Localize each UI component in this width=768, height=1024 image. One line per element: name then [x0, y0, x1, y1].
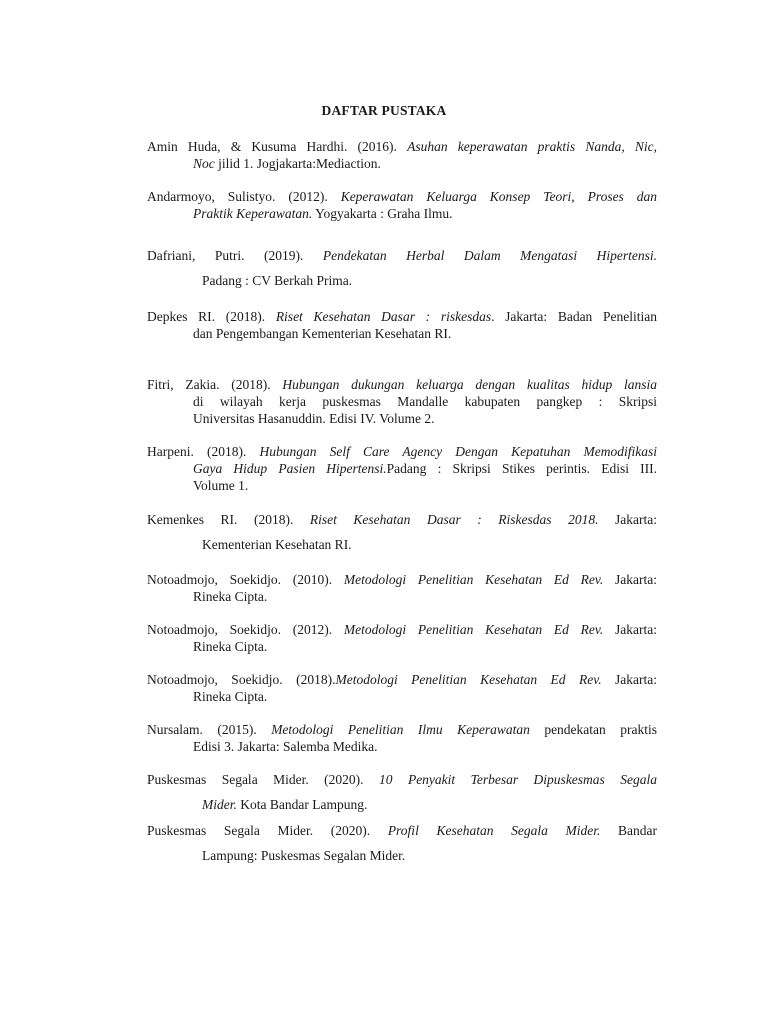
- reference-first-line: Nursalam. (2015). Metodologi Penelitian Ilmu Keperawatan pendekatan praktis: [147, 722, 658, 737]
- reference-continuation: Edisi 3. Jakarta: Salemba Medika.: [193, 739, 378, 754]
- reference-first-line: Kemenkes RI. (2018). Riset Kesehatan Dasar : Riskesdas 2018. Jakarta:: [147, 512, 657, 527]
- reference-entry: [147, 671, 657, 705]
- reference-first-line: Harpeni. (2018). Hubungan Self Care Agency Dengan Kepatuhan Memodifikasi: [147, 444, 657, 459]
- reference-first-line: Notoadmojo, Soekidjo. (2010). Metodologi Penelitian Kesehatan Ed Rev. Jakarta:: [147, 572, 657, 587]
- reference-first-line: Dafriani, Putri. (2019). Pendekatan Herbal Dalam Mengatasi Hipertensi.: [147, 248, 657, 263]
- reference-entry: [147, 308, 657, 342]
- reference-continuation: Kementerian Kesehatan RI.: [202, 537, 352, 552]
- reference-continuation: Universitas Hasanuddin. Edisi IV. Volume 2.: [193, 411, 435, 426]
- reference-entry: [147, 138, 657, 172]
- reference-entry: [147, 443, 657, 494]
- reference-first-line: Andarmoyo, Sulistyo. (2012). Keperawatan Keluarga Konsep Teori, Proses dan: [147, 189, 658, 204]
- reference-entry: [147, 511, 657, 553]
- reference-first-line: Puskesmas Segala Mider. (2020). 10 Penyakit Terbesar Dipuskesmas Segala: [147, 772, 657, 787]
- reference-continuation: Rineka Cipta.: [193, 689, 268, 704]
- reference-first-line: Amin Huda, & Kusuma Hardhi. (2016). Asuhan keperawatan praktis Nanda, Nic,: [147, 139, 657, 154]
- reference-first-line: Notoadmojo, Soekidjo. (2012). Metodologi Penelitian Kesehatan Ed Rev. Jakarta:: [147, 622, 657, 637]
- reference-entry: [147, 376, 657, 427]
- reference-entry: [147, 247, 657, 289]
- reference-continuation: Rineka Cipta.: [193, 639, 268, 654]
- reference-entry: [147, 188, 657, 222]
- reference-continuation: di wilayah kerja puskesmas Mandalle kabupaten pangkep : Skripsi: [193, 394, 657, 409]
- page-title: DAFTAR PUSTAKA: [321, 103, 447, 118]
- reference-first-line: Notoadmojo, Soekidjo. (2018).Metodologi Penelitian Kesehatan Ed Rev. Jakarta:: [147, 672, 657, 687]
- reference-entry: [147, 771, 657, 813]
- reference-continuation: Mider. Kota Bandar Lampung.: [202, 797, 368, 812]
- reference-entry: [147, 822, 657, 864]
- reference-first-line: Depkes RI. (2018). Riset Kesehatan Dasar : riskesdas. Jakarta: Badan Penelitian: [147, 309, 657, 324]
- reference-continuation: Rineka Cipta.: [193, 589, 268, 604]
- reference-entry: [147, 621, 657, 655]
- reference-first-line: Puskesmas Segala Mider. (2020). Profil Kesehatan Segala Mider. Bandar: [147, 823, 657, 838]
- reference-continuation: dan Pengembangan Kementerian Kesehatan RI.: [193, 326, 452, 341]
- reference-entry: [147, 571, 657, 605]
- reference-continuation: Gaya Hidup Pasien Hipertensi.Padang : Skripsi Stikes perintis. Edisi III.: [193, 461, 657, 476]
- reference-continuation: Volume 1.: [193, 478, 249, 493]
- reference-continuation: Lampung: Puskesmas Segalan Mider.: [202, 848, 406, 863]
- reference-entry: [147, 721, 657, 755]
- reference-continuation: Noc jilid 1. Jogjakarta:Mediaction.: [193, 156, 381, 171]
- reference-continuation: Praktik Keperawatan. Yogyakarta : Graha Ilmu.: [193, 206, 453, 221]
- reference-first-line: Fitri, Zakia. (2018). Hubungan dukungan keluarga dengan kualitas hidup lansia: [147, 377, 657, 392]
- reference-continuation: Padang : CV Berkah Prima.: [202, 273, 353, 288]
